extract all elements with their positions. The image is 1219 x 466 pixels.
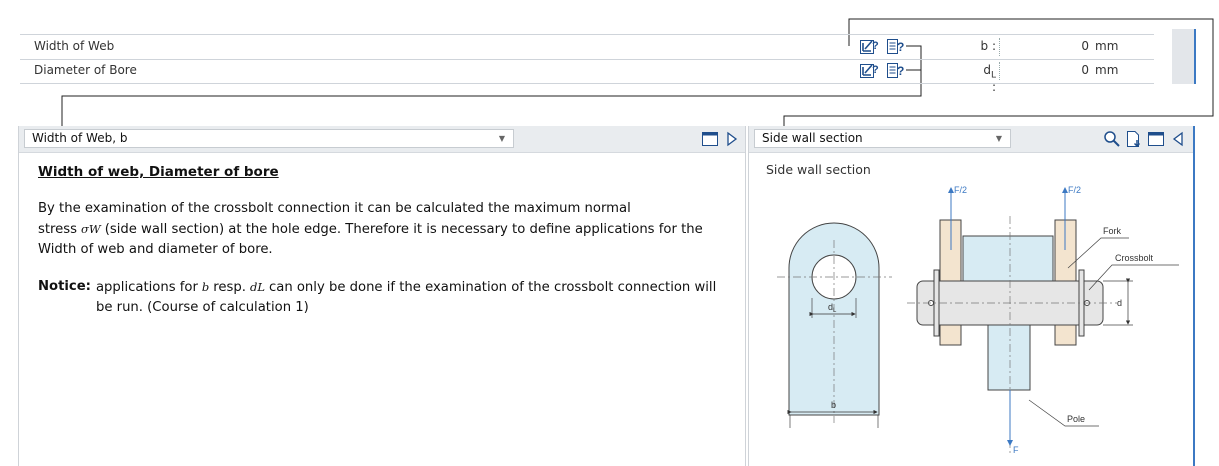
figure-title: Side wall section: [766, 162, 871, 177]
help-document-icon[interactable]: [886, 61, 906, 80]
d-dimension-label: d: [1117, 298, 1123, 308]
param-symbol: b :: [980, 39, 996, 53]
chevron-down-icon: ▼: [995, 134, 1002, 143]
svg-text:?: ?: [872, 64, 879, 76]
help-document-icon[interactable]: [886, 37, 906, 56]
crossbolt-label: Crossbolt: [1115, 253, 1154, 263]
param-unit: mm: [1095, 39, 1119, 53]
edit-application-icon[interactable]: [859, 37, 879, 56]
separator: [999, 62, 1000, 80]
svg-text:?: ?: [872, 40, 879, 52]
figure-dropdown[interactable]: Side wall section ▼: [754, 129, 1011, 148]
help-paragraph: By the examination of the crossbolt connection it can be calculated the maximum normal stress σW (side wall section) at the hole edge. Therefore it is necessary to define applications for the Width of web and diameter of bore.: [38, 201, 703, 257]
panel-toolbar: [19, 126, 745, 153]
svg-text:?: ?: [897, 64, 905, 78]
window-icon[interactable]: [701, 130, 719, 148]
window-icon[interactable]: [1147, 130, 1165, 148]
force-right-label: F/2: [1068, 185, 1082, 195]
dL-label: $d_L$: [828, 302, 837, 314]
fork-label: Fork: [1103, 226, 1121, 236]
parameter-table: [20, 34, 1154, 95]
collapse-arrow-icon[interactable]: [1169, 130, 1187, 148]
play-arrow-icon[interactable]: [723, 130, 741, 148]
notice: Notice: applications for b resp. dL can only be done if the examination of the crossbolt connection will be run. (Course of calculation 1): [38, 279, 717, 315]
side-wall-section-drawing: [767, 178, 1185, 463]
help-text-panel: [18, 126, 746, 466]
crossbolt-assembly-view: [907, 185, 1179, 455]
width-of-web-input[interactable]: 0: [1081, 39, 1089, 53]
figure-panel: [748, 126, 1195, 466]
param-label: Diameter of Bore: [34, 63, 137, 77]
param-label: Width of Web: [34, 39, 115, 53]
param-row-diameter-of-bore[interactable]: [20, 59, 1154, 95]
help-heading: Width of web, Diameter of bore: [38, 164, 279, 180]
diameter-of-bore-input[interactable]: 0: [1081, 63, 1089, 77]
force-bottom-label: F: [1013, 445, 1019, 455]
help-document: [38, 162, 718, 318]
topic-dropdown[interactable]: Width of Web, b ▼: [24, 129, 514, 148]
vertical-scrollbar[interactable]: [1172, 29, 1196, 84]
zoom-icon[interactable]: [1103, 130, 1121, 148]
b-dimension-label: b: [831, 400, 837, 410]
web-section-view: [777, 223, 892, 428]
chevron-down-icon: ▼: [498, 134, 505, 143]
export-document-icon[interactable]: [1125, 130, 1143, 148]
panel-toolbar: [749, 126, 1193, 153]
param-unit: mm: [1095, 63, 1119, 77]
force-left-label: F/2: [954, 185, 968, 195]
pole-label: Pole: [1067, 414, 1086, 424]
param-row-width-of-web[interactable]: [20, 35, 1154, 60]
param-symbol: $d_L$ :: [983, 63, 996, 95]
edit-application-icon[interactable]: [859, 61, 879, 80]
separator: [999, 38, 1000, 56]
svg-text:?: ?: [897, 40, 905, 54]
